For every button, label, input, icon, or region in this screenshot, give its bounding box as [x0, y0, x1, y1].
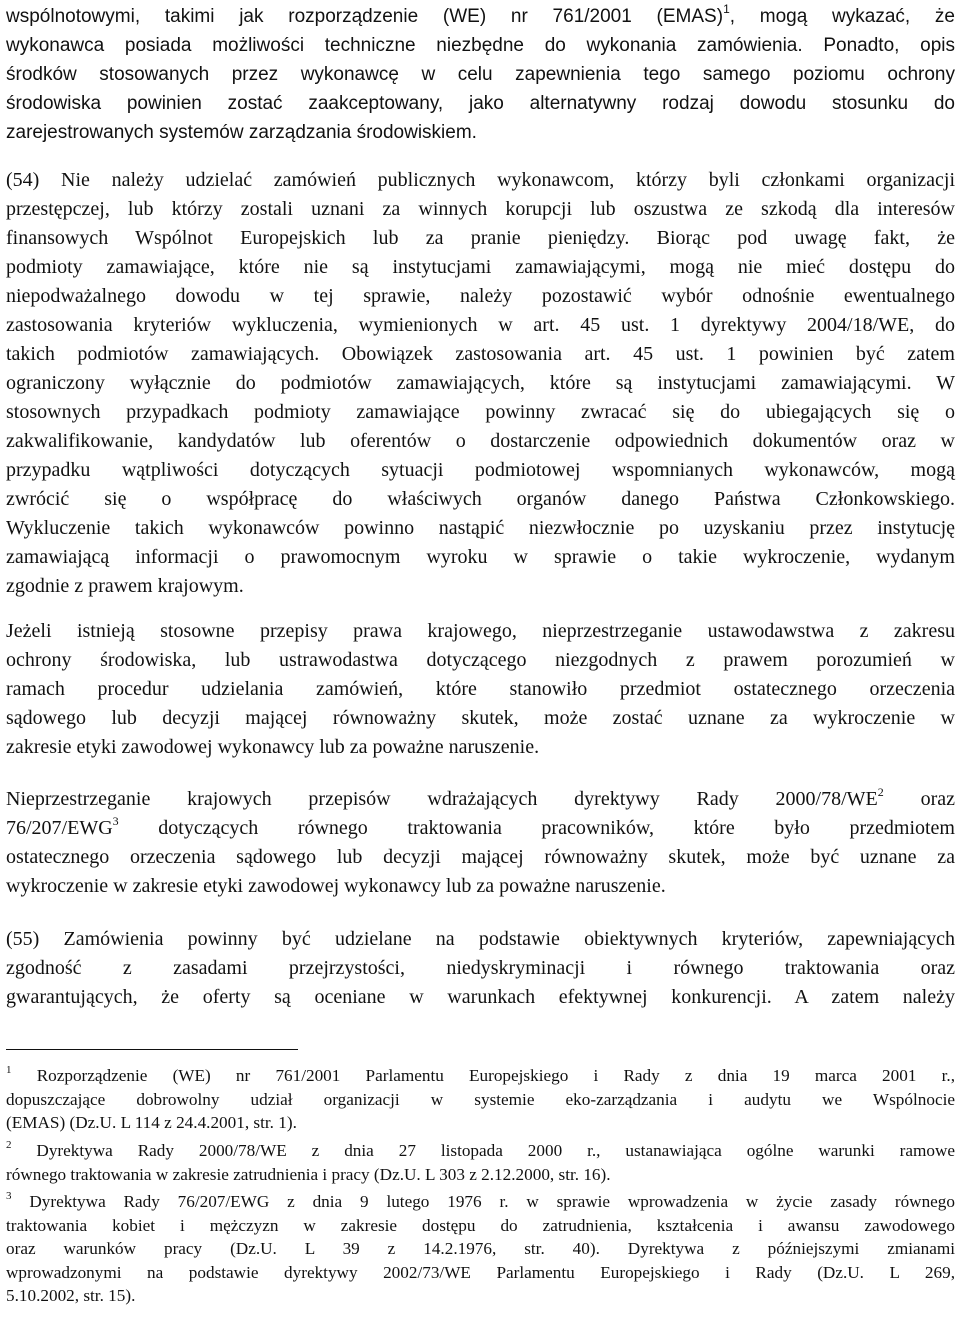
paragraph-54: [6, 166, 955, 601]
text-line: zamawiającą informacji o prawomocnym wyroku w sprawie o takie wykroczenie, wydanym: [6, 546, 955, 568]
text-line: takich podmiotów zamawiających. Obowiązek zastosowania art. 45 ust. 1 powinien być zatem: [6, 343, 955, 365]
text-line: 76/207/EWG$^3$ dotyczących równego traktowania pracowników, które było przedmiotem: [6, 814, 955, 839]
text-line: podmioty zamawiające, które nie są instytucjami zamawiającymi, mogą nie mieć dostępu do: [6, 256, 955, 278]
paragraph-nieprzestrzeganie: [6, 785, 955, 901]
text-line: Wykluczenie takich wykonawców powinno nastąpić niezwłocznie po uzyskaniu przez instytucję: [6, 517, 955, 539]
text-line: sądowego lub decyzji mającej równoważny skutek, może zostać uznane za wykroczenie w: [6, 707, 955, 729]
text-line: przestępczej, lub którzy zostali uznani za winnych korupcji lub oszustwa ze szkodą dla interesów: [6, 198, 955, 220]
footnote-1: [6, 1064, 955, 1135]
text-line: oraz warunków pracy (Dz.U. L 39 z 14.2.1976, str. 40). Dyrektywa z późniejszymi zmianami: [6, 1239, 955, 1258]
text-line: ostatecznego orzeczenia sądowego lub decyzji mającej równoważny skutek, może być uznane za: [6, 846, 955, 868]
footnote-3: [6, 1190, 955, 1308]
text-line: $^3$ Dyrektywa Rady 76/207/EWG z dnia 9 lutego 1976 r. w sprawie wprowadzenia w życie zasady równego: [6, 1190, 955, 1211]
text-line: równego traktowania w zakresie zatrudnienia i pracy (Dz.U. L 303 z 2.12.2000, str. 16).: [6, 1164, 611, 1184]
footnote-separator: [6, 1049, 298, 1050]
text-line: ograniczony wyłącznie do podmiotów zamawiających, które są instytucjami zamawiającymi. W: [6, 372, 955, 394]
text-line: dopuszczające dobrowolny udział organizacji w systemie eko-zarządzania i audytu we Wspólnocie: [6, 1089, 955, 1109]
footnote-ref: 1: [723, 2, 730, 16]
text-line: ochrony środowiska, lub ustrawodastwa dotyczącego niezgodnych z prawem porozumień w: [6, 649, 955, 671]
text-line: ramach procedur udzielania zamówień, które stanowiło przedmiot ostatecznego orzeczenia: [6, 678, 955, 700]
text-line: niepodważalnego dowodu w tej sprawie, należy pozostawić wybór odnośnie ewentualnego: [6, 285, 955, 307]
paragraph-jezeli: [6, 617, 955, 762]
footnote-number: 1: [6, 1064, 12, 1076]
text-line: zarejestrowanych systemów zarządzania środowiskiem.: [6, 122, 477, 143]
text-line: Jeżeli istnieją stosowne przepisy prawa krajowego, nieprzestrzeganie ustawodawstwa z zakresu: [6, 620, 955, 642]
text-line: (55) Zamówienia powinny być udzielane na podstawie obiektywnych kryteriów, zapewniających: [6, 928, 955, 950]
text-line: wspólnotowymi, takimi jak rozporządzenie (WE) nr 761/2001 (EMAS)$^1$, mogą wykazać, że: [6, 2, 955, 27]
footnote-ref: 2: [877, 785, 884, 799]
footnote-ref: 3: [112, 814, 119, 828]
footnote-number: 2: [6, 1139, 12, 1151]
text-line: Nieprzestrzeganie krajowych przepisów wdrażających dyrektywy Rady $2000/78/WE^2$ oraz: [6, 785, 955, 810]
text-line: gwarantujących, że oferty są oceniane w warunkach efektywnej konkurencji. A zatem należy: [6, 986, 955, 1008]
text-line: (EMAS) (Dz.U. L 114 z 24.4.2001, str. 1).: [6, 1113, 297, 1132]
text-line: zgodnie z prawem krajowym.: [6, 575, 244, 597]
text-line: zgodność z zasadami przejrzystości, niedyskryminacji i równego traktowania oraz: [6, 957, 955, 979]
text-line: stosownych przypadkach podmioty zamawiające powinny zwracać się do ubiegających się o: [6, 401, 955, 423]
text-line: (54) Nie należy udzielać zamówień publicznych wykonawcom, którzy byli członkami organizacji: [6, 169, 955, 191]
text-line: zastosowania kryteriów wykluczenia, wymienionych w art. 45 ust. 1 dyrektywy 2004/18/WE, do: [6, 314, 955, 336]
text-line: zakwalifikowanie, kandydatów lub oferentów o dostarczenie odpowiednich dokumentów oraz w: [6, 430, 955, 452]
text-line: zwrócić się o współpracę do właściwych organów danego Państwa Członkowskiego.: [6, 488, 955, 510]
text-line: zakresie etyki zawodowej wykonawcy lub za poważne naruszenie.: [6, 736, 540, 758]
text-line: przypadku wątpliwości dotyczących sytuacji podmiotowej wspomnianych wykonawców, mogą: [6, 459, 955, 481]
text-line: $^2$ Dyrektywa Rady 2000/78/WE z dnia 27 listopada 2000 r., ustanawiająca ogólne warunki ramowe: [6, 1139, 955, 1160]
text-line: finansowych Wspólnot Europejskich lub za pranie pieniędzy. Biorąc pod uwagę fakt, że: [6, 227, 955, 249]
text-line: wykroczenie w zakresie etyki zawodowej wykonawcy lub za poważne naruszenie.: [6, 875, 666, 897]
text-line: środków stosowanych przez wykonawcę w celu zapewnienia tego samego poziomu ochrony: [6, 64, 955, 85]
text-line: wprowadzonymi na podstawie dyrektywy 2002/73/WE Parlamentu Europejskiego i Rady (Dz.U. L 269,: [6, 1262, 955, 1282]
text-line: traktowania kobiet i mężczyzn w zakresie dostępu do zatrudnienia, kształcenia i awansu zawodowego: [6, 1215, 955, 1235]
text-line: wykonawca posiada możliwości techniczne niezbędne do wykonania zamówienia. Ponadto, opis: [6, 35, 955, 56]
paragraph-55: [6, 925, 955, 1012]
paragraph-emas: [6, 2, 955, 147]
text-line: $^1$ Rozporządzenie (WE) nr 761/2001 Parlamentu Europejskiego i Rady z dnia 19 marca 2001 r.,: [6, 1064, 955, 1085]
text-line: środowiska powinien zostać zaakceptowany, jako alternatywny rodzaj dowodu stosunku do: [6, 93, 955, 114]
footnote-2: [6, 1139, 955, 1186]
text-line: 5.10.2002, str. 15).: [6, 1286, 136, 1305]
footnote-number: 3: [6, 1190, 12, 1202]
